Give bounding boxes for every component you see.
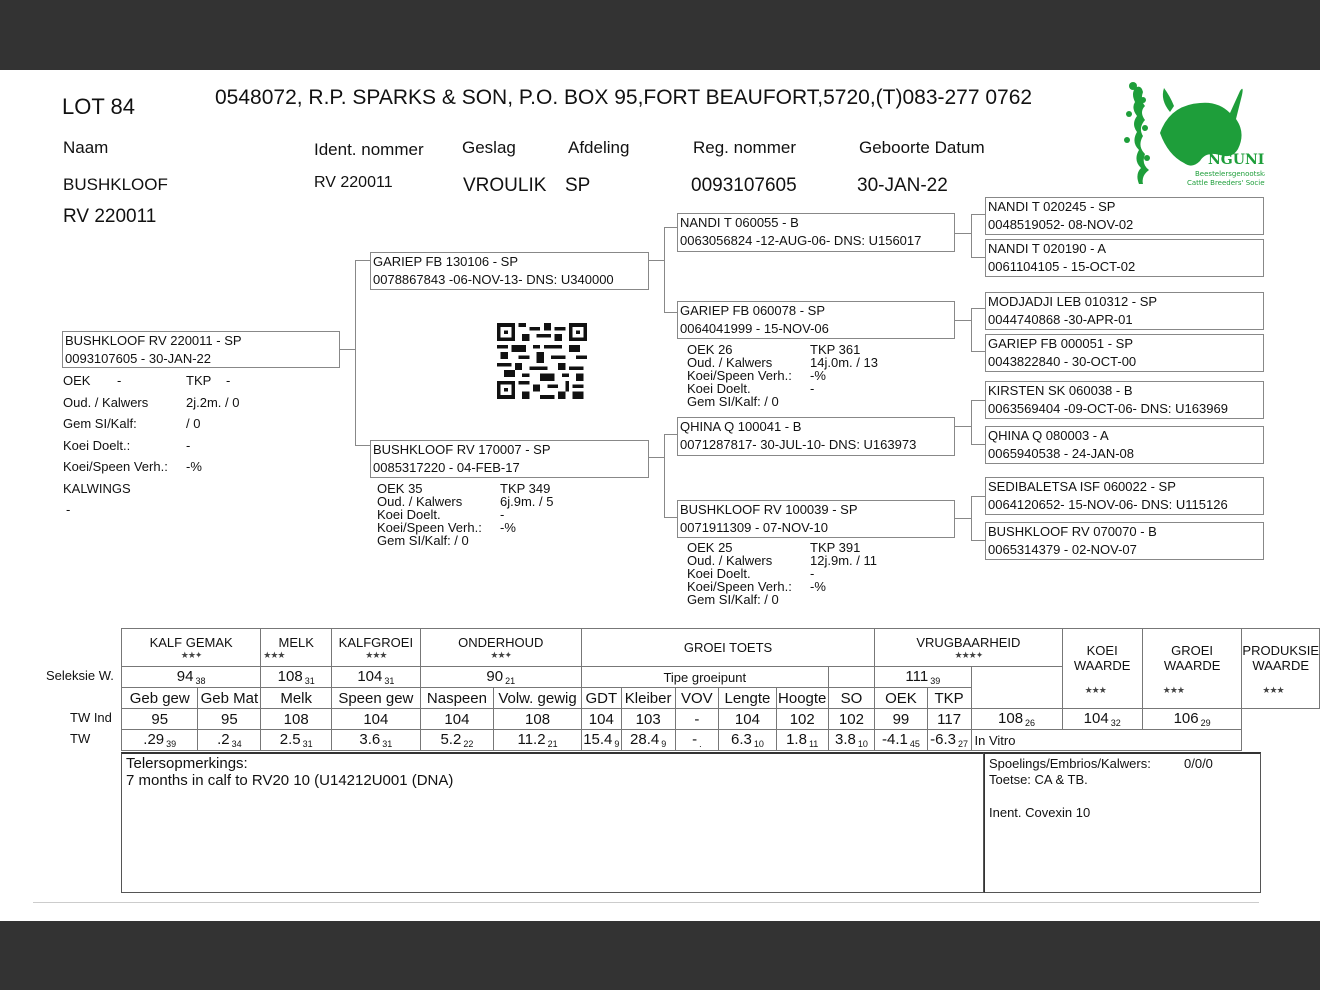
seleksie-vrugbaarheid: 111 $_{39}$ — [875, 667, 971, 688]
trait-index: 95 — [198, 709, 261, 730]
label-geboorte: Geboorte Datum — [859, 138, 985, 157]
pedigree-dam-dam: BUSHKLOOF RV 100039 - SP 0071911309 - 07-NOV-10 — [677, 500, 955, 538]
group-kalfgroei: KALFGROEI ★★★ — [332, 629, 421, 667]
trait-name: SO — [828, 688, 875, 709]
trait-name: Volw. gewig — [494, 688, 582, 709]
group-melk: MELK ★★★ — [261, 629, 332, 667]
stars-icon: ★★✦ — [180, 650, 202, 660]
trait-index: 102 — [776, 709, 828, 730]
group-kalf-gemak: KALF GEMAK ★★✦ — [122, 629, 261, 667]
trait-name: OEK — [875, 688, 928, 709]
row-label-tw: TW — [70, 731, 91, 746]
stars-icon: ★★★ — [1262, 684, 1284, 695]
toetse: Toetse: CA & TB. — [989, 772, 1088, 787]
dam-line2: 0085317220 - 04-FEB-17 — [373, 460, 520, 475]
group-onderhoud: ONDERHOUD ★★✦ — [420, 629, 581, 667]
row-label-twind: TW Ind — [70, 710, 112, 725]
inent: Inent. Covexin 10 — [989, 805, 1091, 820]
trait-name: Speen gew — [332, 688, 421, 709]
lot-number: LOT 84 — [62, 94, 135, 119]
in-vitro: In Vitro — [971, 730, 1242, 751]
pedigree-gen3-3: MODJADJI LEB 010312 - SP 0044740868 -30-APR-01 — [985, 292, 1264, 330]
trait-index: 95 — [122, 709, 198, 730]
stars-icon: ★★✦ — [490, 650, 512, 660]
trait-ebv: 28.4 $_9$ — [621, 730, 675, 751]
trait-index: 108 — [261, 709, 332, 730]
pedigree-gen3-8: BUSHKLOOF RV 070070 - B 0065314379 - 02-NOV-07 — [985, 522, 1264, 560]
pedigree-gen3-7: SEDIBALETSA ISF 060022 - SP 0064120652- 15-NOV-06- DNS: U115126 — [985, 477, 1264, 515]
trait-ebv: 6.3 $_{10}$ — [719, 730, 777, 751]
logo-sub1: Beestelersgenootskap — [1195, 170, 1265, 178]
stars-icon: ★★★ — [1084, 684, 1106, 695]
animal-geslag: VROULIK — [463, 175, 547, 196]
trait-name: Naspeen — [420, 688, 494, 709]
trait-index: 99 — [875, 709, 928, 730]
label-ident: Ident. nommer — [314, 140, 424, 159]
trait-name: GDT — [581, 688, 621, 709]
animal-afdeling: SP — [565, 175, 591, 196]
pedigree-dam-sire: QHINA Q 100041 - B 0071287817- 30-JUL-10- DNS: U163973 — [677, 417, 955, 456]
breeder-info: 0548072, R.P. SPARKS & SON, P.O. BOX 95,FORT BEAUFORT,5720,(T)083-277 0762 — [215, 86, 1033, 109]
trait-ebv: -4.1 $_{45}$ — [875, 730, 928, 751]
group-produksie-waarde: PRODUKSIE WAARDE ★★★ — [1242, 629, 1320, 709]
pedigree-gen3-6: QHINA Q 080003 - A 0065940538 - 24-JAN-08 — [985, 426, 1264, 464]
animal-name: BUSHKLOOF — [63, 175, 168, 194]
trait-name: Geb gew — [122, 688, 198, 709]
nguni-logo — [1115, 78, 1265, 198]
seleksie-kalfgroei: 104 $_{31}$ — [332, 667, 421, 688]
stars-icon: ★★★ — [263, 650, 285, 660]
spoelings-value: 0/0/0 — [1184, 756, 1213, 771]
trait-ebv: 11.2 $_{21}$ — [494, 730, 582, 751]
stars-icon: ★★★✦ — [954, 650, 983, 660]
subject-line1: BUSHKLOOF RV 220011 - SP — [65, 333, 242, 348]
trait-ebv: 3.8 $_{10}$ — [828, 730, 875, 751]
row-label-seleksie: Seleksie W. — [46, 668, 114, 683]
remarks-title: Telersopmerkings: — [126, 755, 248, 772]
trait-name: Kleiber — [621, 688, 675, 709]
trait-index: 108 — [494, 709, 582, 730]
animal-name-id: RV 220011 — [63, 206, 157, 227]
pedigree-sire — [370, 252, 649, 290]
bull-head-icon — [1115, 78, 1265, 198]
group-groei-toets: GROEI TOETS — [581, 629, 874, 667]
dam-line1: BUSHKLOOF RV 170007 - SP — [373, 442, 551, 457]
trait-name: Lengte — [719, 688, 777, 709]
trait-index: 117 — [927, 709, 971, 730]
trait-name: TKP — [927, 688, 971, 709]
label-reg: Reg. nommer — [693, 138, 796, 157]
stars-icon: ★★★ — [1162, 684, 1184, 695]
pedigree-gen3-2: NANDI T 020190 - A 0061104105 - 15-OCT-02 — [985, 239, 1264, 277]
trait-ebv: - $_.$ — [675, 730, 719, 751]
pedigree-gen3-4: GARIEP FB 000051 - SP 0043822840 - 30-OCT-00 — [985, 334, 1264, 372]
sire-dam-stats: OEK 26 TKP 361 Oud. / Kalwers 14j.0m. / 13 Koei/Speen Verh.: -% Koei Doelt. - Gem SI/Kalf: / 0 — [687, 342, 878, 409]
group-koei-waarde: KOEI WAARDE ★★★ — [1062, 629, 1142, 709]
remarks-text: 7 months in calf to RV20 10 (U14212U001 (DNA) — [126, 772, 454, 789]
animal-ident: RV 220011 — [314, 174, 393, 191]
pedigree-sire-sire: NANDI T 060055 - B 0063056824 -12-AUG-06- DNS: U156017 — [677, 213, 955, 252]
value-groei-waarde: 104 $_{32}$ — [1062, 709, 1142, 730]
trait-index: 104 — [420, 709, 494, 730]
sire-line1: GARIEP FB 130106 - SP — [373, 254, 518, 269]
value-koei-waarde: 108 $_{26}$ — [971, 709, 1062, 730]
trait-index: 104 — [581, 709, 621, 730]
seleksie-melk: 108 $_{31}$ — [261, 667, 332, 688]
trait-ebv: 2.5 $_{31}$ — [261, 730, 332, 751]
qr-code — [497, 323, 587, 399]
trait-ebv: 15.4 $_9$ — [583, 731, 620, 749]
pedigree-gen3-5: KIRSTEN SK 060038 - B 0063569404 -09-OCT-06- DNS: U163969 — [985, 381, 1264, 419]
pedigree-subject — [62, 331, 340, 368]
footer-divider — [33, 902, 1259, 903]
trait-name: VOV — [675, 688, 719, 709]
sire-line2: 0078867843 -06-NOV-13- DNS: U340000 — [373, 272, 614, 287]
label-geslag: Geslag — [462, 138, 516, 157]
label-afdeling: Afdeling — [568, 138, 630, 157]
trait-ebv: .2 $_{34}$ — [198, 730, 261, 751]
dam-dam-stats: OEK 25 TKP 391 Oud. / Kalwers 12j.9m. / 11 Koei Doelt. - Koei/Speen Verh.: -% Gem SI/Kalf: / 0 — [687, 540, 877, 607]
group-vrugbaarheid: VRUGBAARHEID ★★★✦ — [875, 629, 1062, 667]
trait-index: 103 — [621, 709, 675, 730]
animal-geboorte: 30-JAN-22 — [857, 175, 948, 196]
trait-index: - — [675, 709, 719, 730]
stars-icon: ★★★ — [365, 650, 387, 660]
dam-stats: OEK 35 TKP 349 Oud. / Kalwers 6j.9m. / 5 Koei Doelt. - Koei/Speen Verh.: -% Gem SI/Kalf: / 0 — [377, 481, 554, 548]
group-groei-waarde: GROEI WAARDE ★★★ — [1142, 629, 1242, 709]
trait-name: Hoogte — [778, 689, 827, 707]
trait-ebv: 5.2 $_{22}$ — [420, 730, 494, 751]
trait-index: 104 — [719, 709, 777, 730]
trait-name: Melk — [261, 688, 332, 709]
logo-sub2: Cattle Breeders' Society — [1187, 179, 1265, 187]
tipe-groeipunt: Tipe groeipunt — [581, 667, 828, 688]
spoelings-label: Spoelings/Embrios/Kalwers: — [989, 756, 1151, 771]
animal-reg: 0093107605 — [691, 175, 797, 196]
label-naam: Naam — [63, 138, 109, 157]
trait-ebv: 3.6 $_{31}$ — [332, 730, 421, 751]
seleksie-kalf-gemak: 94 $_{38}$ — [122, 667, 261, 688]
trait-index: 102 — [828, 709, 875, 730]
trait-ebv: 1.8 $_{11}$ — [776, 730, 828, 751]
certificate-page — [0, 70, 1320, 921]
trait-ebv: .29 $_{39}$ — [122, 730, 198, 751]
pedigree-sire-dam: GARIEP FB 060078 - SP 0064041999 - 15-NOV-06 — [677, 301, 955, 339]
trait-ebv: -6.3 $_{27}$ — [927, 730, 971, 751]
subject-line2: 0093107605 - 30-JAN-22 — [65, 351, 211, 366]
value-produksie-waarde: 106 $_{29}$ — [1142, 709, 1242, 730]
pedigree-gen3-1: NANDI T 020245 - SP 0048519052- 08-NOV-02 — [985, 197, 1264, 235]
logo-name: NGUNI — [1208, 152, 1265, 168]
ebv-table — [121, 628, 1320, 751]
pedigree-dam — [370, 440, 649, 478]
trait-index: 104 — [332, 709, 421, 730]
breeder-remarks — [121, 752, 984, 893]
seleksie-onderhoud: 90 $_{21}$ — [420, 667, 581, 688]
subject-stats: OEK - TKP - Oud. / Kalwers 2j.2m. / 0 Gem SI/Kalf: / 0 Koei Doelt.: - Koei/Speen Verh.: -% KALWINGS - — [63, 373, 240, 518]
extra-info — [984, 752, 1261, 893]
trait-name: Geb Mat — [198, 688, 261, 709]
